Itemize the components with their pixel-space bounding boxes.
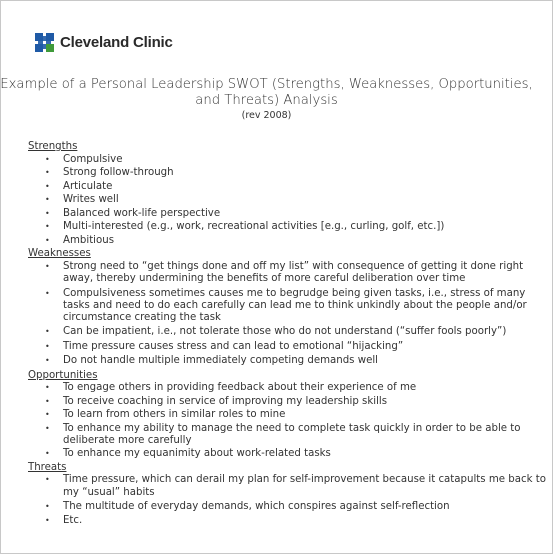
opportunities-item — [28, 409, 550, 422]
document-subtitle: (rev 2008) — [241, 110, 292, 121]
threats-item — [28, 474, 550, 501]
strengths-item-text: Ambitious — [63, 234, 115, 246]
bullet-icon: • — [45, 168, 50, 178]
opportunities-list — [28, 382, 550, 461]
threats-item — [28, 515, 550, 529]
threats-item-text: Etc. — [63, 515, 83, 527]
opportunities-item — [28, 423, 550, 449]
opportunities-item — [28, 448, 550, 461]
threats-list — [28, 474, 550, 529]
strengths-item — [28, 221, 550, 235]
strengths-item-text: Balanced work-life perspective — [63, 207, 221, 219]
weaknesses-item — [28, 261, 550, 288]
strengths-heading: Strengths — [28, 141, 78, 152]
weaknesses-item-text: Do not handle multiple immediately competing demands well — [63, 355, 378, 367]
weaknesses-list — [28, 261, 550, 370]
bullet-icon: • — [45, 356, 50, 366]
cleveland-clinic-logo — [35, 31, 173, 53]
bullet-icon: • — [45, 327, 50, 337]
bullet-icon: • — [45, 396, 50, 406]
weaknesses-item-text: Can be impatient, i.e., not tolerate those who do not understand (“suffer fools poorly”) — [63, 326, 507, 338]
bullet-icon: • — [45, 195, 50, 205]
bullet-icon: • — [45, 502, 50, 511]
opportunities-item-text: To engage others in providing feedback about their experience of me — [63, 382, 417, 394]
bullet-icon: • — [45, 288, 50, 298]
bullet-icon: • — [45, 449, 50, 459]
bullet-icon: • — [45, 383, 50, 393]
strengths-item — [28, 181, 550, 195]
strengths-item-text: Articulate — [63, 180, 113, 192]
threats-item-text: Time pressure, which can derail my plan for self-improvement because it catapults me back to my “usual” habits — [63, 474, 546, 498]
document-title: Example of a Personal Leadership SWOT (Strengths, Weaknesses, Opportunities, and Threats) Analysis — [0, 77, 533, 108]
bullet-icon: • — [45, 208, 50, 218]
threats-item-text: The multitude of everyday demands, which conspires against self-reflection — [63, 501, 450, 512]
weaknesses-item-text: Compulsiveness sometimes causes me to begrudge being given tasks, i.e., stress of many tasks and need to do each carefully can lead me to think unkindly about the people and/or circumstance creating the task — [63, 287, 527, 324]
opportunities-item-text: To enhance my equanimity about work-related tasks — [63, 448, 331, 460]
strengths-item — [28, 167, 550, 181]
threats-item — [28, 501, 550, 515]
weaknesses-item — [28, 355, 550, 369]
opportunities-heading: Opportunities — [28, 369, 98, 381]
opportunities-item-text: To learn from others in similar roles to mine — [63, 409, 286, 421]
strengths-item-text: Compulsive — [63, 153, 123, 165]
opportunities-item — [28, 382, 550, 395]
bullet-icon: • — [45, 423, 50, 433]
cleveland-clinic-logo-icon — [35, 33, 54, 52]
bullet-icon: • — [45, 475, 50, 485]
strengths-item-text: Strong follow-through — [63, 167, 174, 179]
logo-text: Cleveland Clinic — [60, 33, 173, 51]
bullet-icon: • — [45, 410, 50, 420]
weaknesses-heading: Weaknesses — [28, 248, 91, 260]
bullet-icon: • — [45, 154, 50, 164]
bullet-icon: • — [45, 262, 50, 272]
swot-content — [28, 141, 550, 530]
weaknesses-item-text: Strong need to “get things done and off my list” with consequence of getting it done right away, thereby undermining the benefits of more careful deliberation over time — [63, 261, 524, 285]
bullet-icon: • — [45, 341, 50, 351]
strengths-item-text: Writes well — [63, 194, 119, 206]
opportunities-item-text: To enhance my ability to manage the need to complete task quickly in order to be able to deliberate more carefully — [63, 422, 521, 446]
strengths-item — [28, 154, 550, 168]
threats-heading: Threats — [28, 461, 67, 473]
bullet-icon: • — [45, 222, 50, 232]
opportunities-item — [28, 396, 550, 409]
weaknesses-item — [28, 341, 550, 355]
strengths-item — [28, 235, 550, 249]
weaknesses-item — [28, 288, 550, 327]
strengths-item-text: Multi-interested (e.g., work, recreational activities [e.g., curling, golf, etc.]) — [63, 221, 445, 233]
bullet-icon: • — [45, 181, 50, 191]
bullet-icon: • — [45, 516, 50, 526]
strengths-item — [28, 208, 550, 222]
strengths-list — [28, 154, 550, 249]
bullet-icon: • — [45, 235, 50, 245]
weaknesses-item — [28, 326, 550, 340]
opportunities-item-text: To receive coaching in service of improving my leadership skills — [63, 395, 388, 407]
weaknesses-item-text: Time pressure causes stress and can lead to emotional “hijacking” — [63, 340, 404, 352]
strengths-item — [28, 194, 550, 208]
